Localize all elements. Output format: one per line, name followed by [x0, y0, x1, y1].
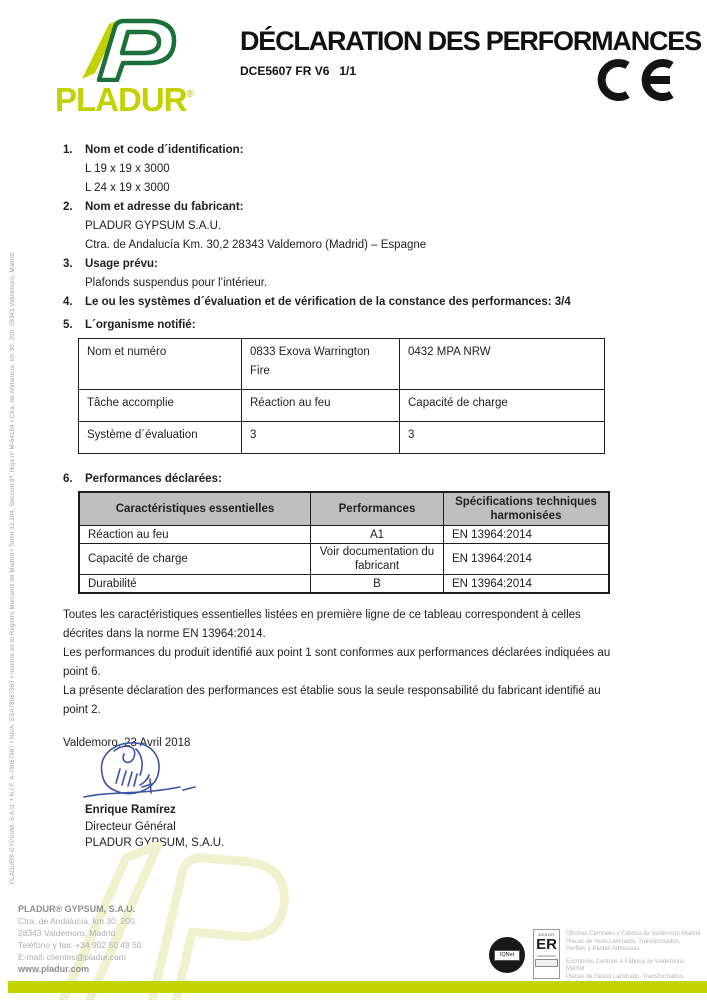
accent-bottom-bar — [8, 981, 707, 993]
footer-address: 28343 Valdemoro, Madrid — [18, 928, 116, 938]
section-title: Nom et code d´identification: — [85, 144, 244, 156]
paragraph-line: Les performances du produit identifié aux point 1 sont conformes aux performances déclarées indiquées au — [63, 647, 611, 659]
table-cell: Voir documentation du fabricant — [311, 544, 444, 575]
cert-line: Placas de Yeso Laminado, Transformados, — [566, 938, 681, 945]
pladur-wordmark: PLADUR® — [55, 81, 194, 118]
section-performances — [63, 470, 657, 489]
table-cell: EN 13964:2014 — [444, 526, 610, 544]
table-row — [79, 526, 609, 544]
footer-email: E-mail: clientes@pladur.com — [18, 952, 126, 962]
paragraph-line: point 6. — [63, 666, 101, 678]
table-cell: 3 — [242, 422, 400, 454]
cert-text-es — [566, 931, 702, 954]
section-usage — [63, 255, 657, 293]
pladur-logo — [55, 18, 205, 118]
er-decorative-bar — [537, 955, 556, 957]
notified-body-table — [78, 338, 605, 454]
pladur-p-icon — [69, 18, 181, 82]
table-cell: Durabilité — [79, 575, 311, 594]
table-cell: 0432 MPA NRW — [400, 339, 605, 390]
section-number: 4. — [63, 296, 73, 308]
table-row — [79, 544, 609, 575]
cert-line: Escritórios Centrais e Fábrica de Valdemoro-Madrid — [566, 958, 686, 972]
paragraph-line: Toutes les caractéristiques essentielles listées en première ligne de ce tableau correspondent à celles — [63, 609, 581, 621]
signer-name: Enrique Ramírez — [85, 804, 176, 816]
footer-phone: Teléfono y fax: +34 902 50 49 50 — [18, 940, 142, 950]
cert-line: Placas de Gesso Laminado, Transformados, — [566, 973, 685, 980]
footer-website: www.pladur.com — [18, 964, 90, 974]
section-number: 1. — [63, 144, 73, 156]
section-text: Ctra. de Andalucía Km. 30,2 28343 Valdemoro (Madrid) – Espagne — [85, 239, 427, 251]
registered-mark: ® — [186, 89, 194, 100]
document-body — [63, 141, 657, 753]
table-cell: Système d´évaluation — [79, 422, 242, 454]
table-cell: EN 13964:2014 — [444, 575, 610, 594]
legal-sidebar-text: PLADUR® GYPSUM, S.A.U. • N.I.F. A-78067987 • NIVA. ESA78067987 • Inscrita en el Registro Mercantil de Madrid • Tomo 32.204, Sección 8ª, Hoja nº M-64104 • Ctra. de Andalucía, km 30, 200. 28343 Valdemoro, Madrid — [10, 252, 16, 884]
table-cell: Réaction au feu — [242, 390, 400, 422]
paragraph-line: point 2. — [63, 704, 101, 716]
table-row — [79, 575, 609, 594]
table-cell: EN 13964:2014 — [444, 544, 610, 575]
cert-line: Perfiles y Pastas Adhesivas — [566, 946, 640, 952]
table-row — [79, 422, 605, 454]
section-title: Usage prévu: — [85, 258, 158, 270]
er-label: ER — [536, 936, 557, 953]
er-number-box — [535, 959, 558, 967]
table-cell: 3 — [400, 422, 605, 454]
page-title: DÉCLARATION DES PERFORMANCES — [240, 26, 701, 56]
table-row — [79, 390, 605, 422]
table-cell: A1 — [311, 526, 444, 544]
table-cell: 0833 Exova Warrington Fire — [242, 339, 400, 390]
performance-table — [78, 491, 610, 594]
ce-mark-icon — [596, 56, 680, 104]
footer-company: PLADUR® GYPSUM, S.A.U. — [18, 904, 136, 914]
table-row — [79, 339, 605, 390]
section-title: L´organisme notifié: — [85, 319, 196, 331]
section-text: PLADUR GYPSUM S.A.U. — [85, 220, 222, 232]
section-text: L 24 x 19 x 3000 — [85, 182, 170, 194]
signature-image — [80, 735, 210, 805]
section-number: 3. — [63, 258, 73, 270]
doc-code: DCE5607 FR V6 1/1 — [240, 64, 357, 78]
signer-company: PLADUR GYPSUM, S.A.U. — [85, 837, 225, 849]
place-date: Valdemoro, 23 Avril 2018 — [63, 737, 191, 749]
aenor-er-certification-icon — [533, 929, 560, 979]
footer-contact-block — [18, 903, 142, 975]
cert-line: Oficinas Centrales y Fábrica de Valdemoro-Madrid — [566, 931, 701, 937]
section-title: Nom et adresse du fabricant: — [85, 201, 244, 213]
aenor-label: AENOR — [538, 932, 555, 937]
table-cell: Nom et numéro — [79, 339, 242, 390]
table-cell: Capacité de charge — [400, 390, 605, 422]
section-title: Le ou les systèmes d´évaluation et de vérification de la constance des performances: 3/4 — [85, 296, 571, 308]
section-number: 2. — [63, 201, 73, 213]
table-cell: Tâche accomplie — [79, 390, 242, 422]
paragraph-line: La présente déclaration des performances est établie sous la seule responsabilité du fabricant identifié au — [63, 685, 601, 697]
column-header: Caractéristiques essentielles — [79, 492, 311, 526]
section-text: Plafonds suspendus pour l’intérieur. — [85, 277, 268, 289]
section-number: 6. — [63, 473, 73, 485]
signer-block — [85, 802, 224, 852]
table-cell: B — [311, 575, 444, 594]
declaration-paragraphs — [63, 606, 657, 720]
column-header: Performances — [311, 492, 444, 526]
paragraph-line: décrites dans la norme EN 13964:2014. — [63, 628, 266, 640]
signer-role: Directeur Général — [85, 820, 176, 833]
column-header: Spécifications techniques harmonisées — [444, 492, 610, 526]
section-text: L 19 x 19 x 3000 — [85, 163, 170, 175]
table-header-row — [79, 492, 609, 526]
section-fabricant — [63, 198, 657, 255]
section-title: Performances déclarées: — [85, 473, 222, 485]
section-identification — [63, 141, 657, 198]
section-systemes — [63, 293, 657, 312]
footer-address: Ctra. de Andalucía, km 30, 200. — [18, 916, 138, 926]
iqnet-certification-icon — [489, 937, 525, 973]
table-cell: Réaction au feu — [79, 526, 311, 544]
section-number: 5. — [63, 319, 73, 331]
section-organisme — [63, 316, 657, 335]
iqnet-label: IQNet — [494, 950, 520, 961]
table-cell: Capacité de charge — [79, 544, 311, 575]
